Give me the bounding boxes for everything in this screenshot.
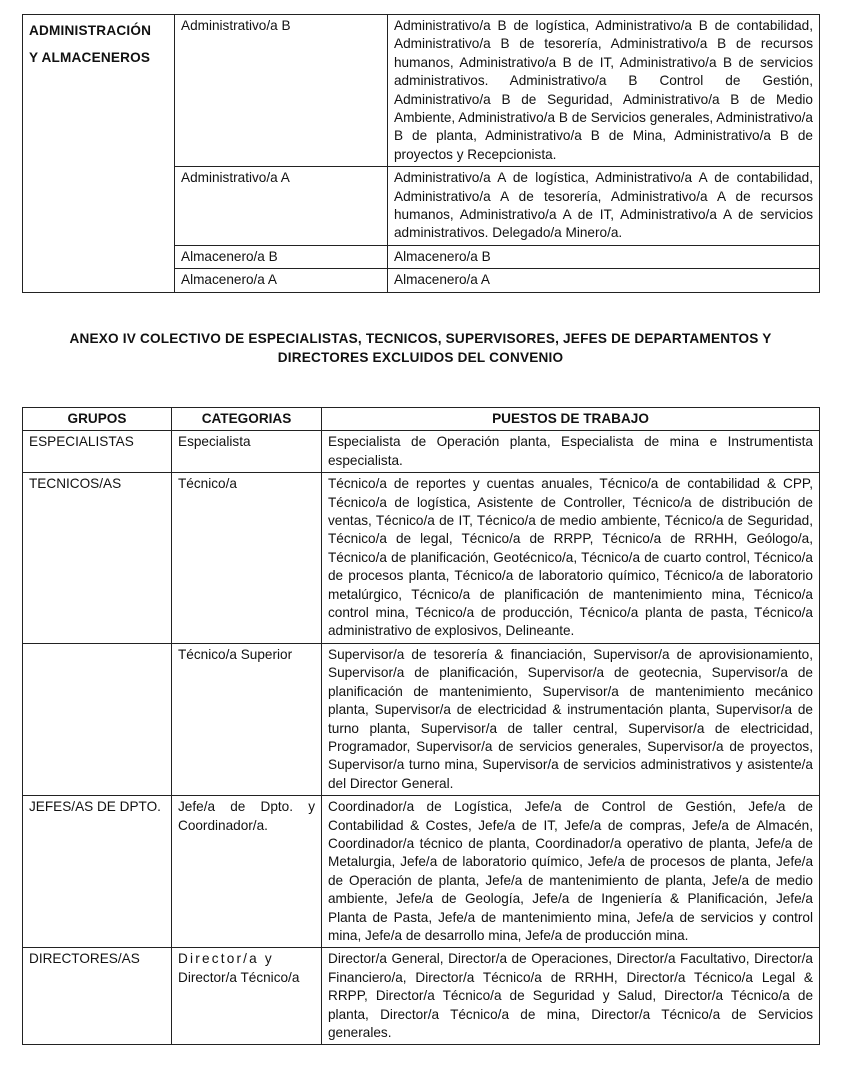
positions-cell: Coordinador/a de Logística, Jefe/a de Control de Gestión, Jefe/a de Contabilidad & Costes, Jefe/a de IT, Jefe/a de compras, Jefe/a de Almacén, Coordinador/a técnico de planta, Coordinador/a operativo de planta, Jefe/a de Metalurgia, Jefe/a de laboratorio químico, Jefe/a de procesos de planta, Jefe/a de Operación de planta, Jefe/a de mantenimiento de planta, Jefe/a de medio ambiente, Jefe/a de Geología, Jefe/a de Ingeniería & Planificación, Jefe/a Planta de Pasta, Jefe/a de mantenimiento mina, Jefe/a de servicios y control mina, Jefe/a de desarrollo mina, Jefe/a de producción mina. (322, 796, 820, 948)
annex-title (22, 330, 819, 367)
category-cell (172, 948, 322, 1045)
annex-title-line1: ANEXO IV COLECTIVO DE ESPECIALISTAS, TECNICOS, SUPERVISORES, JEFES DE DEPARTAMENTOS Y (69, 331, 772, 346)
positions-cell: Técnico/a de reportes y cuentas anuales, Técnico/a de contabilidad & CPP, Técnico/a de logística, Asistente de Controller, Técnico/a de distribución de ventas, Técnico/a de IT, Técnico/a de medio ambiente, Técnico/a de Seguridad, Técnico/a de legal, Técnico/a de RRPP, Técnico/a de RRHH, Geólogo/a, Técnico/a de planificación, Geotécnico/a, Técnico/a de cuarto control, Técnico/a de procesos planta, Técnico/a de laboratorio químico, Técnico/a de laboratorio metalúrgico, Técnico/a de planificación de mantenimiento mina, Técnico/a control mina, Técnico/a de producción, Técnico/a planta de pasta, Técnico/a administrativo de explosivos, Delineante. (322, 473, 820, 644)
group-cell: JEFES/AS DE DPTO. (23, 796, 172, 948)
category-cell: Técnico/a (172, 473, 322, 644)
annex-table (22, 407, 820, 1045)
group-cell: TECNICOS/AS (23, 473, 172, 644)
group-label-line2: Y ALMACENEROS (29, 50, 151, 65)
group-cell: ESPECIALISTAS (23, 431, 172, 473)
table-row (23, 431, 820, 473)
annex-title-line2: DIRECTORES EXCLUIDOS DEL CONVENIO (277, 349, 564, 365)
category-cell: Almacenero/a B (175, 245, 388, 268)
table-row (23, 948, 820, 1045)
category-cell: Administrativo/a B (175, 15, 388, 167)
group-cell (23, 15, 175, 293)
table-row (23, 15, 820, 167)
group-label-line1: ADMINISTRACIÓN (29, 23, 152, 38)
positions-cell: Especialista de Operación planta, Especialista de mina e Instrumentista especialista. (322, 431, 820, 473)
group-cell: DIRECTORES/AS (23, 948, 172, 1045)
positions-cell: Director/a General, Director/a de Operaciones, Director/a Facultativo, Director/a Financiero/a, Director/a Técnico/a de RRHH, Director/a Técnico/a Legal & RRPP, Director/a Técnico/a de Seguridad y Salud, Director/a Técnico/a de planta, Director/a Técnico/a de mina, Director/a Técnico/a de Servicios generales. (322, 948, 820, 1045)
header-positions: PUESTOS DE TRABAJO (322, 408, 820, 431)
table-row (23, 473, 820, 644)
table-row (23, 796, 820, 948)
header-groups: GRUPOS (23, 408, 172, 431)
table-row (23, 643, 820, 795)
header-categories: CATEGORIAS (172, 408, 322, 431)
category-line1: Director/a y (178, 951, 274, 967)
category-cell: Técnico/a Superior (172, 643, 322, 795)
positions-cell: Almacenero/a B (388, 245, 820, 268)
category-cell: Especialista (172, 431, 322, 473)
positions-cell: Administrativo/a B de logística, Administrativo/a B de contabilidad, Administrativo/a B de tesorería, Administrativo/a B de recursos humanos, Administrativo/a B de IT, Administrativo/a B de servicios administrativos. Administrativo/a B Control de Gestión, Administrativo/a B de Seguridad, Administrativo/a B de Medio Ambiente, Administrativo/a B de Servicios generales, Administrativo/a B de planta, Administrativo/a B de Mina, Administrativo/a B de proyectos y Recepcionista. (388, 15, 820, 167)
administration-table (22, 14, 820, 293)
positions-cell: Almacenero/a A (388, 269, 820, 292)
group-cell (23, 643, 172, 795)
table-header-row (23, 408, 820, 431)
category-cell: Almacenero/a A (175, 269, 388, 292)
category-line2: Director/a Técnico/a (178, 969, 300, 985)
positions-cell: Administrativo/a A de logística, Administrativo/a A de contabilidad, Administrativo/a A de tesorería, Administrativo/a A de recursos humanos, Administrativo/a A de IT, Administrativo/a A de servicios administrativos. Delegado/a Minero/a. (388, 167, 820, 246)
positions-cell: Supervisor/a de tesorería & financiación, Supervisor/a de aprovisionamiento, Supervisor/a de planificación, Supervisor/a de geotecnia, Supervisor/a de planificación de mantenimiento, Supervisor/a de mantenimiento mecánico planta, Supervisor/a de electricidad & instrumentación planta, Supervisor/a de turno planta, Supervisor/a de taller central, Supervisor/a de electricidad, Programador, Supervisor/a de servicios generales, Supervisor/a de proyectos, Supervisor/a turno mina, Supervisor/a de servicios administrativos y asistente/a del Director General. (322, 643, 820, 795)
category-cell: Jefe/a de Dpto. y Coordinador/a. (172, 796, 322, 948)
category-cell: Administrativo/a A (175, 167, 388, 246)
